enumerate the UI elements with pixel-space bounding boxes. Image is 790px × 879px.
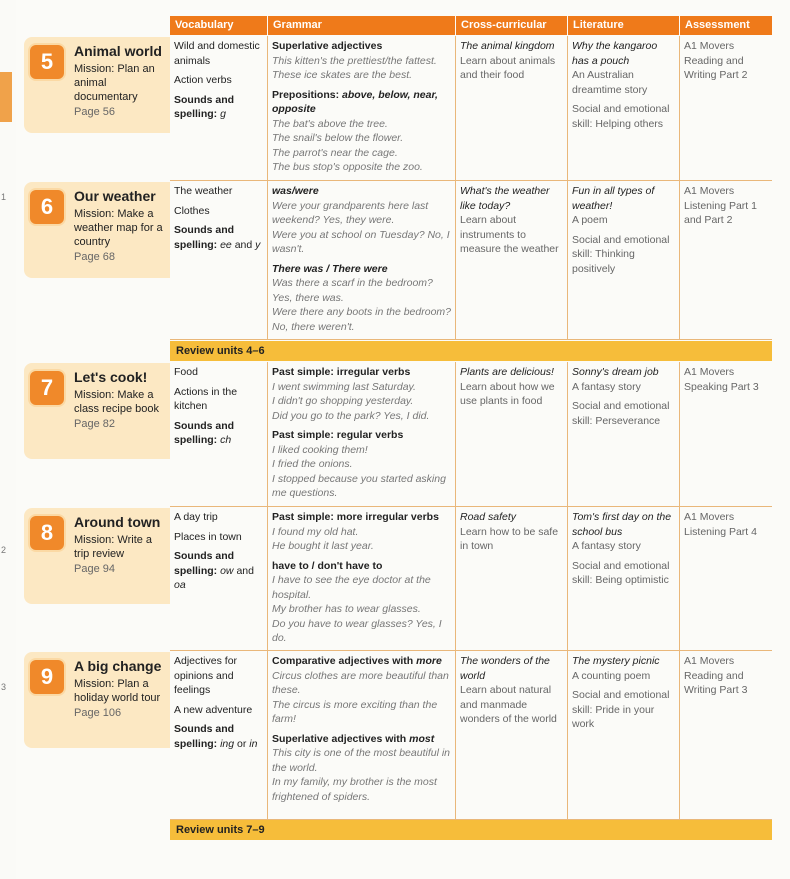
- vocabulary-item: Sounds and spelling: ee and y: [174, 224, 261, 251]
- unit-number-badge: 9: [30, 660, 64, 694]
- emotional-skill: Social and emotional skill: Helping others: [572, 103, 670, 130]
- literature-title: Sonny's dream job: [572, 366, 659, 378]
- unit-card: [24, 508, 170, 604]
- spelling-sound: g: [220, 108, 226, 120]
- grammar-example: Do you have to wear glasses? Yes, I do.: [272, 617, 442, 644]
- assessment-cell: [680, 181, 772, 339]
- vocabulary-item: Adjectives for opinions and feelings: [174, 655, 238, 696]
- grammar-example: I didn't go shopping yesterday.: [272, 395, 414, 407]
- unit-number-badge: 5: [30, 45, 64, 79]
- spelling-sound: y: [255, 238, 261, 251]
- grammar-heading: Comparative adjectives with more: [272, 655, 442, 667]
- unit-number-badge: 7: [30, 371, 64, 405]
- spelling-sound: ee: [220, 238, 232, 251]
- unit-title: Let's cook!: [74, 369, 148, 385]
- cross-curricular-text: Learn how to be safe in town: [460, 525, 559, 552]
- grammar-highlight: more: [416, 655, 442, 667]
- unit-title: Animal world: [74, 43, 162, 59]
- unit-page: Page 68: [74, 251, 115, 263]
- cross-curricular-cell: [456, 651, 568, 819]
- assessment-text: A1 Movers Reading and Writing Part 2: [684, 40, 748, 81]
- grammar-heading: Past simple: more irregular verbs: [272, 511, 439, 523]
- literature-title: Tom's first day on the school bus: [572, 511, 672, 538]
- cross-curricular-title: Plants are delicious!: [460, 366, 554, 378]
- grammar-cell: [268, 651, 456, 819]
- unit-row: [170, 362, 772, 507]
- spelling-sound: oa: [174, 579, 186, 591]
- grammar-example: Did you go to the park? Yes, I did.: [272, 409, 430, 422]
- grammar-highlight: most: [409, 732, 435, 745]
- cross-curricular-title: The wonders of the world: [460, 655, 550, 682]
- grammar-example: My brother has to wear glasses.: [272, 603, 421, 615]
- vocabulary-item: Sounds and spelling: ing or in: [174, 723, 258, 750]
- cross-curricular-text: Learn about natural and manmade wonders of the world: [460, 684, 557, 725]
- cross-curricular-title: The animal kingdom: [460, 40, 555, 52]
- cross-curricular-cell: [456, 362, 568, 506]
- grammar-example: He bought it last year.: [272, 540, 374, 552]
- grammar-example: The circus is more exciting than the farm!: [272, 698, 438, 725]
- grammar-example: This kitten's the prettiest/the fattest.: [272, 54, 437, 67]
- literature-cell: [568, 651, 680, 819]
- vocabulary-cell: [170, 507, 268, 650]
- grammar-highlight: above, below, near, opposite: [272, 88, 438, 115]
- unit-row: [170, 507, 772, 651]
- grammar-example: The bat's above the tree.: [272, 117, 388, 130]
- header-cross-curricular: Cross-curricular: [456, 16, 568, 35]
- vocabulary-cell: [170, 651, 268, 819]
- assessment-cell: [680, 651, 772, 819]
- unit-title: A big change: [74, 658, 162, 674]
- literature-genre: An Australian dreamtime story: [572, 69, 648, 96]
- spelling-sound: ch: [220, 434, 232, 446]
- unit-page: Page 82: [74, 418, 115, 430]
- literature-title: Why the kangaroo has a pouch: [572, 40, 658, 67]
- literature-genre: A counting poem: [572, 669, 651, 682]
- assessment-text: A1 Movers Listening Part 4: [684, 511, 757, 538]
- grammar-example: I have to see the eye doctor at the hospital.: [272, 574, 431, 601]
- literature-cell: [568, 362, 680, 506]
- grammar-example: This city is one of the most beautiful in the world.: [272, 747, 451, 774]
- assessment-cell: [680, 36, 772, 180]
- grammar-example: Were you at school on Tuesday? No, I wasn't.: [272, 228, 450, 255]
- spelling-joiner: and: [231, 238, 256, 251]
- grammar-heading: [272, 262, 451, 277]
- table-header: [170, 16, 772, 35]
- vocabulary-item: A day trip: [174, 511, 218, 523]
- unit-title: Around town: [74, 514, 161, 530]
- spelling-sound: in: [249, 737, 258, 750]
- grammar-example: The bus stop's opposite the zoo.: [272, 161, 423, 173]
- review-bar: Review units 4–6: [170, 341, 772, 361]
- emotional-skill: Social and emotional skill: Thinking positively: [572, 233, 670, 275]
- grammar-heading: Past simple: regular verbs: [272, 429, 404, 441]
- literature-cell: [568, 36, 680, 180]
- grammar-example: I stopped because you started asking me questions.: [272, 472, 446, 499]
- vocabulary-cell: [170, 181, 268, 339]
- grammar-cell: [268, 36, 456, 180]
- cross-curricular-text: Learn about instruments to measure the weather: [460, 214, 559, 255]
- spelling-joiner: or: [234, 737, 250, 750]
- page-edge-tab: [0, 72, 12, 122]
- assessment-text: A1 Movers Speaking Part 3: [684, 366, 759, 393]
- grammar-example: Were there any boots in the bedroom? No, there weren't.: [272, 306, 451, 333]
- emotional-skill: Social and emotional skill: Being optimistic: [572, 559, 670, 586]
- unit-page: Page 56: [74, 106, 115, 118]
- unit-number-badge: 6: [30, 190, 64, 224]
- cross-curricular-text: Learn about animals and their food: [460, 54, 556, 81]
- spelling-joiner: and: [233, 564, 254, 577]
- header-vocabulary: Vocabulary: [170, 16, 268, 35]
- unit-mission: Mission: Plan a holiday world tour: [74, 678, 161, 704]
- vocabulary-item: Sounds and spelling: ow and oa: [174, 550, 254, 591]
- unit-card: [24, 37, 170, 133]
- header-assessment: Assessment: [685, 19, 750, 31]
- unit-row: [170, 181, 772, 340]
- grammar-example: I found my old hat.: [272, 525, 359, 538]
- literature-genre: A poem: [572, 214, 608, 226]
- grammar-heading: Superlative adjectives: [272, 40, 383, 52]
- unit-card: [24, 363, 170, 459]
- spelling-sound: ow: [220, 564, 234, 577]
- grammar-heading: [272, 184, 451, 199]
- vocabulary-item: Places in town: [174, 530, 242, 543]
- emotional-skill: Social and emotional skill: Pride in your work: [572, 689, 670, 730]
- unit-card: [24, 652, 170, 748]
- grammar-heading: Superlative adjectives with most: [272, 732, 435, 745]
- unit-mission: Mission: Make a class recipe book: [74, 389, 159, 415]
- assessment-text: A1 Movers Reading and Writing Part 3: [684, 655, 748, 696]
- vocabulary-item: Food: [174, 366, 198, 378]
- vocabulary-cell: [170, 36, 268, 180]
- literature-title: Fun in all types of weather!: [572, 185, 655, 212]
- cross-curricular-cell: [456, 36, 568, 180]
- header-literature: Literature: [568, 16, 680, 35]
- grammar-example: Circus clothes are more beautiful than these.: [272, 669, 449, 696]
- grammar-example: I went swimming last Saturday.: [272, 380, 416, 393]
- unit-row: [170, 36, 772, 181]
- grammar-example: In my family, my brother is the most frightened of spiders.: [272, 776, 437, 803]
- grammar-cell: [268, 507, 456, 650]
- emotional-skill: Social and emotional skill: Perseverance: [572, 400, 670, 427]
- literature-title: The mystery picnic: [572, 655, 660, 667]
- literature-cell: [568, 181, 680, 339]
- vocabulary-item: Wild and domestic animals: [174, 40, 260, 67]
- header-grammar: Grammar: [268, 16, 456, 35]
- grammar-example: I fried the onions.: [272, 458, 353, 470]
- grammar-highlight: There was / There were: [272, 262, 388, 275]
- unit-mission: Mission: Write a trip review: [74, 534, 153, 560]
- spelling-sound: ing: [220, 737, 235, 750]
- vocabulary-cell: [170, 362, 268, 506]
- cross-curricular-text: Learn about how we use plants in food: [460, 380, 555, 407]
- cross-curricular-title: What's the weather like today?: [460, 185, 550, 212]
- previous-page-edge: [0, 0, 17, 879]
- cross-curricular-title: Road safety: [460, 511, 517, 523]
- grammar-example: The parrot's near the cage.: [272, 146, 398, 159]
- grammar-example: Were your grandparents here last weekend? Yes, they were.: [272, 199, 429, 226]
- unit-title: Our weather: [74, 188, 156, 204]
- unit-page: Page 106: [74, 707, 122, 719]
- grammar-heading: Past simple: irregular verbs: [272, 366, 411, 378]
- vocabulary-item: Sounds and spelling: g: [174, 93, 235, 120]
- vocabulary-item: The weather: [174, 185, 233, 197]
- vocabulary-item: A new adventure: [174, 703, 253, 716]
- assessment-text: A1 Movers Listening Part 1 and Part 2: [684, 185, 757, 226]
- edge-number: 1: [1, 192, 7, 202]
- review-bar: Review units 7–9: [170, 820, 772, 840]
- unit-page: Page 94: [74, 563, 115, 575]
- grammar-heading: Prepositions: above, below, near, opposite: [272, 88, 438, 115]
- unit-mission: Mission: Make a weather map for a country: [74, 208, 163, 248]
- assessment-cell: [680, 507, 772, 650]
- literature-cell: [568, 507, 680, 650]
- cross-curricular-cell: [456, 507, 568, 650]
- edge-number: 3: [1, 682, 7, 692]
- grammar-cell: [268, 362, 456, 506]
- vocabulary-item: Action verbs: [174, 74, 232, 86]
- cross-curricular-cell: [456, 181, 568, 339]
- grammar-example: These ice skates are the best.: [272, 69, 413, 81]
- unit-card: [24, 182, 170, 278]
- vocabulary-item: Clothes: [174, 204, 210, 217]
- grammar-heading: have to / don't have to: [272, 559, 383, 572]
- assessment-cell: [680, 362, 772, 506]
- grammar-example: I liked cooking them!: [272, 443, 368, 456]
- vocabulary-item: Sounds and spelling: ch: [174, 419, 235, 446]
- literature-genre: A fantasy story: [572, 380, 641, 393]
- unit-mission: Mission: Plan an animal documentary: [74, 63, 155, 103]
- grammar-example: Was there a scarf in the bedroom? Yes, there was.: [272, 277, 433, 304]
- vocabulary-item: Actions in the kitchen: [174, 385, 238, 412]
- literature-genre: A fantasy story: [572, 540, 641, 552]
- unit-row: [170, 651, 772, 820]
- grammar-cell: [268, 181, 456, 339]
- grammar-example: The snail's below the flower.: [272, 132, 404, 144]
- unit-number-badge: 8: [30, 516, 64, 550]
- edge-number: 2: [1, 545, 7, 555]
- grammar-highlight: was/were: [272, 185, 319, 197]
